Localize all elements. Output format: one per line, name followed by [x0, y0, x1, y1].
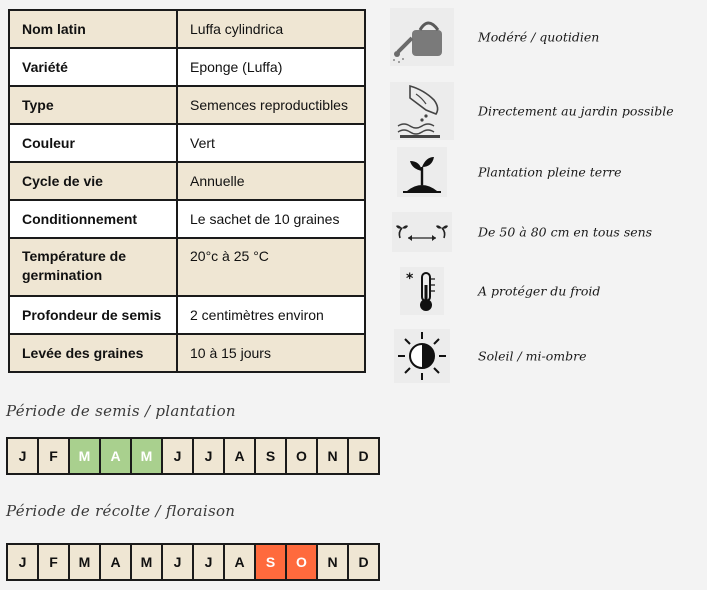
month-cell: S: [255, 438, 286, 474]
table-row: [9, 238, 365, 296]
month-cell: J: [162, 544, 193, 580]
month-cell: J: [193, 438, 224, 474]
calendar-row: [7, 544, 379, 580]
table-row: [9, 48, 365, 86]
calendar-row: [7, 438, 379, 474]
care-item-cold: [386, 262, 706, 320]
month-cell: O: [286, 438, 317, 474]
row-key: Variété: [9, 48, 177, 86]
month-cell: A: [224, 544, 255, 580]
table-row: [9, 86, 365, 124]
sowing-period-title: Période de semis / plantation: [6, 402, 236, 420]
row-value: Luffa cylindrica: [177, 10, 365, 48]
watering-can-icon: [386, 8, 458, 66]
month-cell-sowing: A: [100, 438, 131, 474]
care-label: Soleil / mi-ombre: [478, 348, 587, 364]
month-cell: D: [348, 438, 379, 474]
care-label: Directement au jardin possible: [478, 103, 674, 119]
care-item-planting: [386, 143, 706, 201]
month-cell: F: [38, 544, 69, 580]
care-label: De 50 à 80 cm en tous sens: [478, 224, 653, 240]
month-cell-harvest: O: [286, 544, 317, 580]
table-row: [9, 162, 365, 200]
month-cell: M: [69, 544, 100, 580]
row-key: Couleur: [9, 124, 177, 162]
hand-sowing-icon: [386, 82, 458, 140]
month-cell: A: [224, 438, 255, 474]
row-value: Eponge (Luffa): [177, 48, 365, 86]
spacing-icon: [386, 203, 458, 261]
svg-text:*: *: [406, 271, 414, 287]
row-key: Type: [9, 86, 177, 124]
care-label: Modéré / quotidien: [478, 29, 600, 45]
row-key: Conditionnement: [9, 200, 177, 238]
month-cell: J: [193, 544, 224, 580]
row-value: Le sachet de 10 graines: [177, 200, 365, 238]
row-value: 2 centimètres environ: [177, 296, 365, 334]
row-key: Cycle de vie: [9, 162, 177, 200]
row-value: Vert: [177, 124, 365, 162]
month-cell: J: [7, 438, 38, 474]
sun-half-shade-icon: [386, 327, 458, 385]
care-item-exposure: [386, 327, 706, 385]
table-row: [9, 124, 365, 162]
plant-info-table: [8, 9, 366, 373]
seedling-icon: [386, 143, 458, 201]
table-row: [9, 200, 365, 238]
care-item-sowing: [386, 82, 706, 140]
month-cell-sowing: M: [69, 438, 100, 474]
harvest-period-title: Période de récolte / floraison: [6, 502, 236, 520]
row-key: Température de germination: [9, 238, 177, 296]
row-value: 20°c à 25 °C: [177, 238, 365, 296]
row-value: 10 à 15 jours: [177, 334, 365, 372]
care-item-watering: [386, 8, 706, 66]
table-row: [9, 10, 365, 48]
month-cell-harvest: S: [255, 544, 286, 580]
month-cell: J: [162, 438, 193, 474]
row-value: Semences reproductibles: [177, 86, 365, 124]
month-cell: N: [317, 438, 348, 474]
sowing-calendar: [6, 437, 380, 475]
thermometer-icon: [386, 262, 458, 320]
month-cell: J: [7, 544, 38, 580]
care-item-spacing: [386, 203, 706, 261]
row-key: Levée des graines: [9, 334, 177, 372]
month-cell: N: [317, 544, 348, 580]
month-cell: D: [348, 544, 379, 580]
table-row: [9, 334, 365, 372]
row-key: Profondeur de semis: [9, 296, 177, 334]
harvest-calendar: [6, 543, 380, 581]
month-cell-sowing: M: [131, 438, 162, 474]
row-key: Nom latin: [9, 10, 177, 48]
care-label: A protéger du froid: [478, 283, 601, 299]
month-cell: M: [131, 544, 162, 580]
care-label: Plantation pleine terre: [478, 164, 622, 180]
table-row: [9, 296, 365, 334]
row-value: Annuelle: [177, 162, 365, 200]
month-cell: F: [38, 438, 69, 474]
month-cell: A: [100, 544, 131, 580]
